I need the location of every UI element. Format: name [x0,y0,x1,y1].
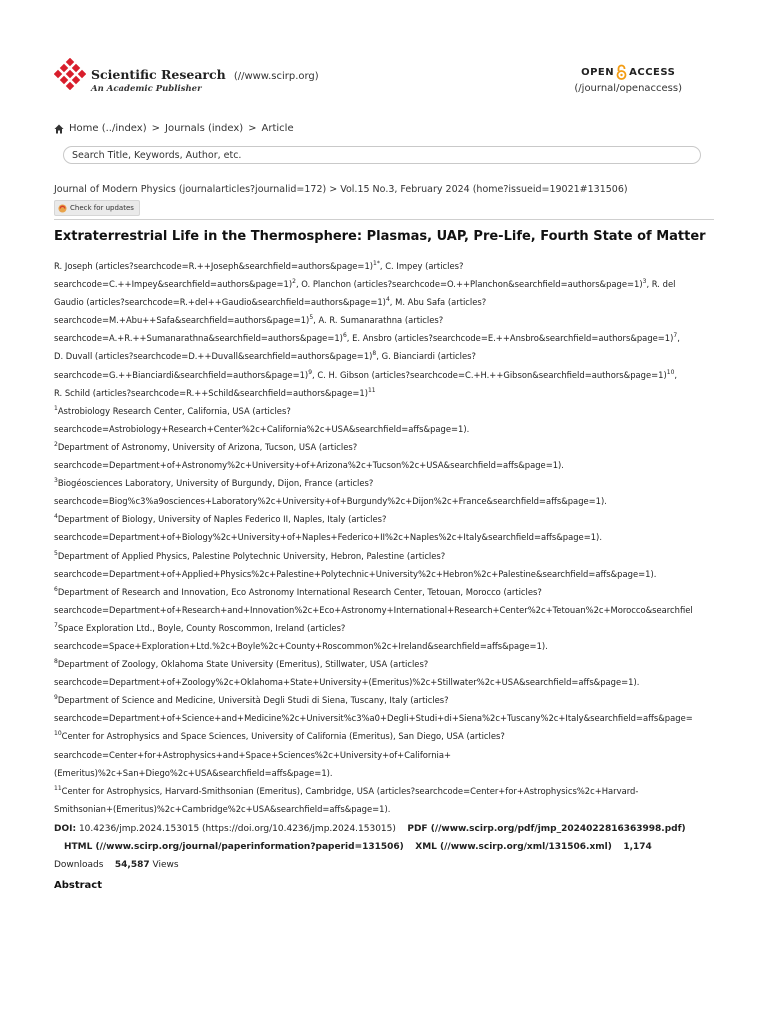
affiliation-marker: 5 [309,314,314,322]
author-link[interactable]: , O. Planchon (articles?searchcode=O.++Planchon&searchfield=authors&page=1) [295,279,643,290]
affiliation-link[interactable]: Smithsonian+(Emeritus)%2c+Cambridge%2c+USA&searchfield=affs&page=1). [54,803,391,814]
author-link[interactable]: D. Duvall (articles?searchcode=D.++Duvall&searchfield=authors&page=1) [54,351,373,362]
views-label: Views [152,860,179,870]
abstract-heading: Abstract [54,880,103,891]
author-line [54,293,726,311]
affiliation-number: 6 [54,585,58,593]
affiliation-marker: 6 [342,332,347,340]
affiliation-marker: 2 [292,278,296,286]
authors-list [54,257,726,402]
author-line [54,257,726,275]
affiliation-link[interactable]: searchcode=Department+of+Astronomy%2c+University+of+Arizona%2c+Tucson%2c+USA&searchfield=affs&page=1). [54,460,564,471]
affiliation-link[interactable]: Department of Applied Physics, Palestine Polytechnic University, Hebron, Palestine (articles? [57,550,446,561]
affiliations-list [54,402,726,818]
doi-link[interactable]: 10.4236/jmp.2024.153015 (https://doi.org/10.4236/jmp.2024.153015) [78,824,396,834]
home-icon [54,124,64,134]
author-line [54,275,726,293]
affiliation-line [54,565,726,583]
affiliation-line [54,746,726,764]
affiliation-link[interactable]: searchcode=Department+of+Zoology%2c+Oklahoma+State+University+(Emeritus)%2c+Stillwater%2c+USA&searchfield=affs&page=1). [54,677,640,688]
check-for-updates-button[interactable] [54,200,140,216]
xml-link[interactable]: XML (//www.scirp.org/xml/131506.xml) [415,842,612,852]
scirp-logo-icon[interactable] [54,58,86,90]
affiliation-marker: 7 [673,332,678,340]
breadcrumb [54,123,294,134]
affiliation-link[interactable]: Astrobiology Research Center, California, USA (articles? [57,405,291,416]
affiliation-link[interactable]: searchcode=Department+of+Science+and+Medicine%2c+Universit%c3%a0+Degli+Studi+di+Siena%2c+Tuscany%2c+Italy&searchfield=affs&page= [54,713,693,724]
downloads-count: 1,174 [623,842,652,852]
author-link[interactable]: , [677,333,680,344]
affiliation-line [54,709,726,727]
affiliation-link[interactable]: searchcode=Department+of+Applied+Physics%2c+Palestine+Polytechnic+University%2c+Hebron%2c+Palestine&searchfield=affs&page=1). [54,568,657,579]
affiliation-line [54,456,726,474]
affiliation-link[interactable]: Department of Science and Medicine, Università Degli Studi di Siena, Tuscany, Italy (articles? [57,695,449,706]
affiliation-line [54,782,726,800]
breadcrumb-separator: > [248,123,257,134]
affiliation-line [54,691,726,709]
affiliation-line [54,402,726,420]
article-meta [54,820,726,874]
affiliation-link[interactable]: Biogéosciences Laboratory, University of Burgundy, Dijon, France (articles? [57,478,374,489]
author-link[interactable]: , G. Bianciardi (articles? [376,351,476,362]
open-label: OPEN [581,66,615,78]
affiliation-marker: 9 [308,368,313,376]
affiliation-link[interactable]: searchcode=Department+of+Research+and+Innovation%2c+Eco+Astronomy+International+Research+Center%2c+Tetouan%2c+Morocco&searchfiel [54,604,693,615]
affiliation-number: 9 [54,694,58,702]
affiliation-line [54,474,726,492]
affiliation-line [54,492,726,510]
affiliation-number: 11 [54,784,62,792]
brand-tagline: An Academic Publisher [91,84,202,94]
author-link[interactable]: searchcode=G.++Bianciardi&searchfield=authors&page=1) [54,369,309,380]
affiliation-link[interactable]: Center for Astrophysics, Harvard-Smithsonian (Emeritus), Cambridge, USA (articles?searchcode=Center+for+Astrophysics%2c+Harvard- [61,785,639,796]
affiliation-link[interactable]: Department of Research and Innovation, Eco Astronomy International Research Center, Tetouan, Morocco (articles? [57,586,542,597]
affiliation-line [54,655,726,673]
affiliation-marker: 10 [666,368,675,376]
open-access[interactable] [574,64,682,94]
check-updates-label: Check for updates [70,204,134,212]
affiliation-marker: 1* [373,260,380,268]
affiliation-line [54,438,726,456]
article-title: Extraterrestrial Life in the Thermosphere: Plasmas, UAP, Pre-Life, Fourth State of Matter [54,229,706,244]
affiliation-number: 5 [54,549,58,557]
open-access-logo [574,64,682,80]
author-link[interactable]: , C. H. Gibson (articles?searchcode=C.+H.++Gibson&searchfield=authors&page=1) [312,369,667,380]
author-link[interactable]: , A. R. Sumanarathna (articles? [313,315,444,326]
affiliation-marker: 3 [642,278,647,286]
doi-label: DOI: [54,824,77,834]
affiliation-marker: 11 [367,386,376,394]
author-link[interactable]: , R. del [646,279,676,290]
affiliation-line [54,583,726,601]
author-line [54,347,726,365]
brand-name: Scientific Research [91,67,226,82]
author-link[interactable]: searchcode=A.+R.++Sumanarathna&searchfield=authors&page=1) [54,333,343,344]
affiliation-link[interactable]: Department of Zoology, Oklahoma State University (Emeritus), Stillwater, USA (articles? [57,659,429,670]
views-count: 54,587 [114,860,150,870]
affiliation-link[interactable]: (Emeritus)%2c+San+Diego%2c+USA&searchfield=affs&page=1). [54,767,333,778]
author-line [54,329,726,347]
affiliation-link[interactable]: Center for Astrophysics and Space Sciences, University of California (Emeritus), San Diego, USA (articles? [61,731,505,742]
author-link[interactable]: , C. Impey (articles? [379,261,464,271]
affiliation-link[interactable]: Space Exploration Ltd., Boyle, County Roscommon, Ireland (articles? [57,622,346,633]
author-link[interactable]: Gaudio (articles?searchcode=R.+del++Gaudio&searchfield=authors&page=1) [54,297,386,308]
pdf-link[interactable]: PDF (//www.scirp.org/pdf/jmp_2024022816363998.pdf) [407,824,686,834]
breadcrumb-article: Article [261,123,294,134]
affiliation-number: 4 [54,513,58,521]
affiliation-link[interactable]: searchcode=Space+Exploration+Ltd.%2c+Boyle%2c+County+Roscommon%2c+Ireland&searchfield=affs&page=1). [54,640,548,651]
breadcrumb-separator: > [151,123,160,134]
check-updates-icon [58,204,67,213]
affiliation-number: 7 [54,622,58,630]
html-link[interactable]: HTML (//www.scirp.org/journal/paperinformation?paperid=131506) [64,842,404,852]
affiliation-marker: 4 [385,296,390,304]
affiliation-number: 1 [54,404,58,412]
affiliation-line [54,673,726,691]
brand[interactable] [91,64,319,94]
affiliation-link[interactable]: searchcode=Department+of+Biology%2c+University+of+Naples+Federico+II%2c+Naples%2c+Italy&searchfield=affs&page=1). [54,532,602,543]
author-link[interactable]: searchcode=M.+Abu++Safa&searchfield=authors&page=1) [54,315,310,326]
affiliation-number: 2 [54,441,58,449]
affiliation-line [54,420,726,438]
search-input[interactable]: Search Title, Keywords, Author, etc. [63,146,701,164]
open-lock-icon [616,64,627,80]
affiliation-marker: 8 [372,350,377,358]
breadcrumb-journals[interactable]: Journals (index) [165,123,244,134]
affiliation-line [54,637,726,655]
author-link[interactable]: , E. Ansbro (articles?searchcode=E.++Ansbro&searchfield=authors&page=1) [346,333,674,344]
open-access-url[interactable]: (/journal/openaccess) [574,83,682,94]
affiliation-number: 8 [54,658,58,666]
authors-and-affiliations [54,257,726,818]
downloads-label: Downloads [54,860,104,870]
affiliation-line [54,619,726,637]
author-line [54,311,726,329]
affiliation-number: 10 [54,730,62,738]
author-link[interactable]: R. Joseph (articles?searchcode=R.++Joseph&searchfield=authors&page=1) [54,261,374,271]
author-line [54,366,726,384]
affiliation-line [54,510,726,528]
affiliation-line [54,528,726,546]
affiliation-number: 3 [54,477,58,485]
brand-url[interactable]: (//www.scirp.org) [233,71,319,82]
author-line [54,384,726,402]
affiliation-line [54,800,726,818]
divider [54,219,714,220]
affiliation-link[interactable]: Department of Astronomy, University of Arizona, Tucson, USA (articles? [57,441,358,452]
access-label: ACCESS [629,66,676,78]
affiliation-line [54,601,726,619]
affiliation-line [54,764,726,782]
author-link[interactable]: searchcode=C.++Impey&searchfield=authors&page=1) [54,279,293,290]
affiliation-link[interactable]: searchcode=Biog%c3%a9osciences+Laboratory%2c+University+of+Burgundy%2c+Dijon%2c+France&searchfield=affs&page=1). [54,496,607,507]
affiliation-line [54,547,726,565]
author-link[interactable]: R. Schild (articles?searchcode=R.++Schild&searchfield=authors&page=1) [54,387,368,398]
affiliation-link[interactable]: searchcode=Astrobiology+Research+Center%2c+California%2c+USA&searchfield=affs&page=1). [54,423,470,434]
journal-issue-link[interactable]: Journal of Modern Physics (journalarticles?journalid=172) > Vol.15 No.3, February 2024 (home?issueid=19021#131506) [54,184,628,195]
author-link[interactable]: , M. Abu Safa (articles? [389,297,487,308]
breadcrumb-home[interactable]: Home (../index) [69,123,147,134]
affiliation-link[interactable]: Department of Biology, University of Naples Federico II, Naples, Italy (articles? [57,514,387,525]
author-link[interactable]: , [674,369,678,380]
affiliation-line [54,727,726,745]
affiliation-link[interactable]: searchcode=Center+for+Astrophysics+and+Space+Sciences%2c+University+of+California+ [54,749,451,760]
